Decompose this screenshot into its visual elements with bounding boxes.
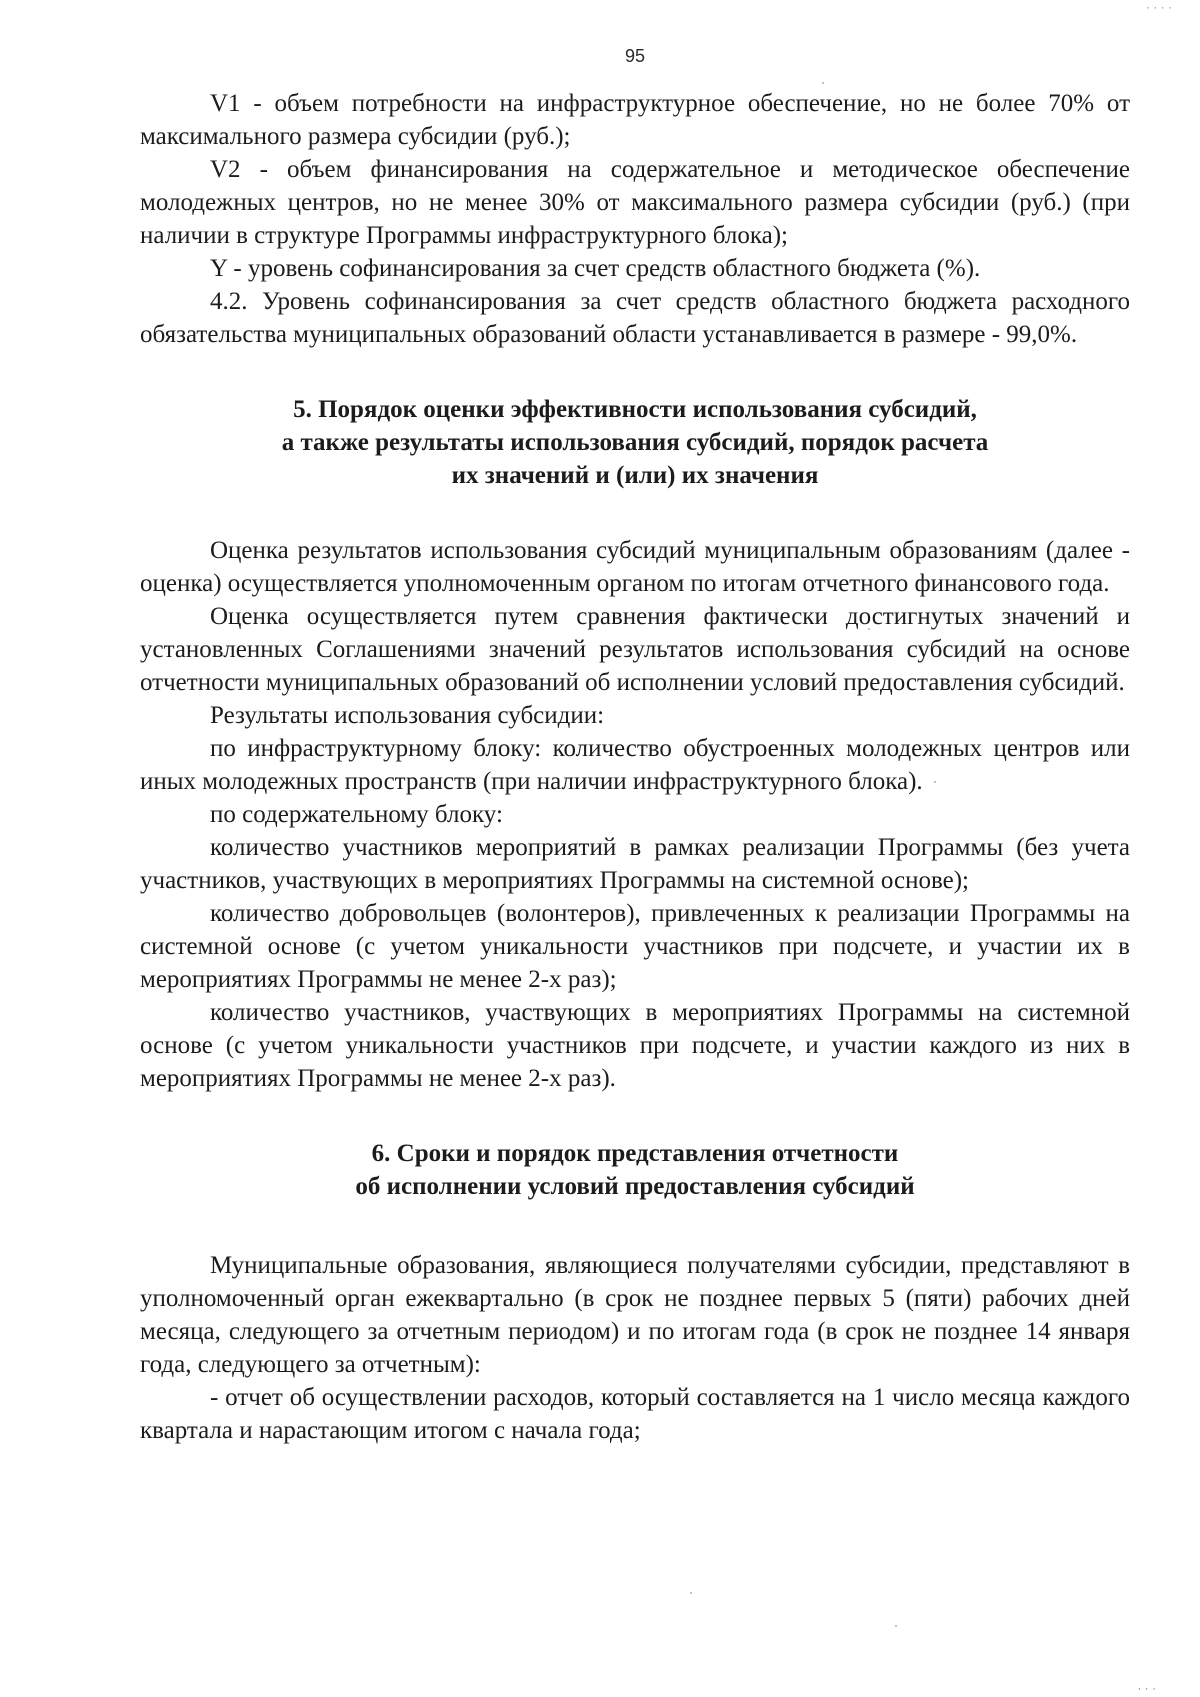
paragraph-y-definition: Y - уровень софинансирования за счет средств областного бюджета (%). bbox=[210, 255, 981, 282]
scan-mark-bottom-right: · · · bbox=[1137, 1681, 1156, 1695]
intro-block bbox=[140, 87, 1130, 351]
scan-speck bbox=[690, 1592, 692, 1594]
document-page bbox=[140, 46, 1130, 1447]
section-5-heading-line: а также результаты использования субсидий, порядок расчета bbox=[281, 429, 989, 456]
section-6-heading-line: об исполнении условий предоставления субсидий bbox=[355, 1173, 915, 1200]
paragraph-expense-report: - отчет об осуществлении расходов, который составляется на 1 число месяца каждого квартала и нарастающим итогом с начала года; bbox=[140, 1384, 1130, 1444]
paragraph-evaluation-intro: Оценка результатов использования субсидий муниципальным образованиям (далее - оценка) осуществляется уполномоченным органом по итогам отчетного финансового года. bbox=[140, 537, 1130, 597]
section-6-body bbox=[140, 1249, 1130, 1447]
paragraph-volunteers-count: количество добровольцев (волонтеров), привлеченных к реализации Программы на системной основе (с учетом уникальности участников при подсчете, и участии их в мероприятиях Программы не менее 2-х раз); bbox=[140, 900, 1130, 993]
paragraph-content-block-title: по содержательному блоку: bbox=[210, 801, 503, 828]
paragraph-v2-definition: V2 - объем финансирования на содержательное и методическое обеспечение молодежных центров, но не менее 30% от максимального размера субсидии (руб.) (при наличии в структуре Программы инфраструктурного блока); bbox=[140, 156, 1130, 249]
paragraph-results-title: Результаты использования субсидии: bbox=[210, 702, 605, 729]
page-number: 95 bbox=[624, 46, 646, 66]
paragraph-reporting-schedule: Муниципальные образования, являющиеся получателями субсидии, представляют в уполномоченный орган ежеквартально (в срок не позднее первых 5 (пяти) рабочих дней месяца, следующего за отчетным периодом) и по итогам года (в срок не позднее 14 января года, следующего за отчетным): bbox=[140, 1252, 1130, 1378]
section-5-body bbox=[140, 534, 1130, 1095]
scan-speck bbox=[895, 1625, 897, 1627]
section-6-heading-line: 6. Сроки и порядок представления отчетности bbox=[371, 1140, 899, 1167]
paragraph-4-2: 4.2. Уровень софинансирования за счет средств областного бюджета расходного обязательства муниципальных образований области устанавливается в размере - 99,0%. bbox=[140, 288, 1130, 348]
section-6-heading bbox=[140, 1137, 1130, 1203]
paragraph-participants-count: количество участников мероприятий в рамках реализации Программы (без учета участников, участвующих в мероприятиях Программы на системной основе); bbox=[140, 834, 1130, 894]
section-5-heading-line: их значений и (или) их значения bbox=[451, 462, 819, 489]
scan-mark-top-right: · · · · bbox=[1146, 0, 1172, 14]
paragraph-v1-definition: V1 - объем потребности на инфраструктурное обеспечение, но не более 70% от максимального размера субсидии (руб.); bbox=[140, 90, 1130, 150]
paragraph-systemic-participants-count: количество участников, участвующих в мероприятиях Программы на системной основе (с учетом уникальности участников при подсчете, и участии каждого из них в мероприятиях Программы не менее 2-х раз). bbox=[140, 999, 1130, 1092]
paragraph-evaluation-method: Оценка осуществляется путем сравнения фактически достигнутых значений и установленных Соглашениями значений результатов использования субсидий на основе отчетности муниципальных образований об исполнении условий предоставления субсидий. bbox=[140, 603, 1130, 696]
paragraph-infrastructure-block: по инфраструктурному блоку: количество обустроенных молодежных центров или иных молодежных пространств (при наличии инфраструктурного блока). bbox=[140, 735, 1130, 795]
section-5-heading bbox=[140, 393, 1130, 492]
section-5-heading-line: 5. Порядок оценки эффективности использования субсидий, bbox=[293, 396, 977, 423]
